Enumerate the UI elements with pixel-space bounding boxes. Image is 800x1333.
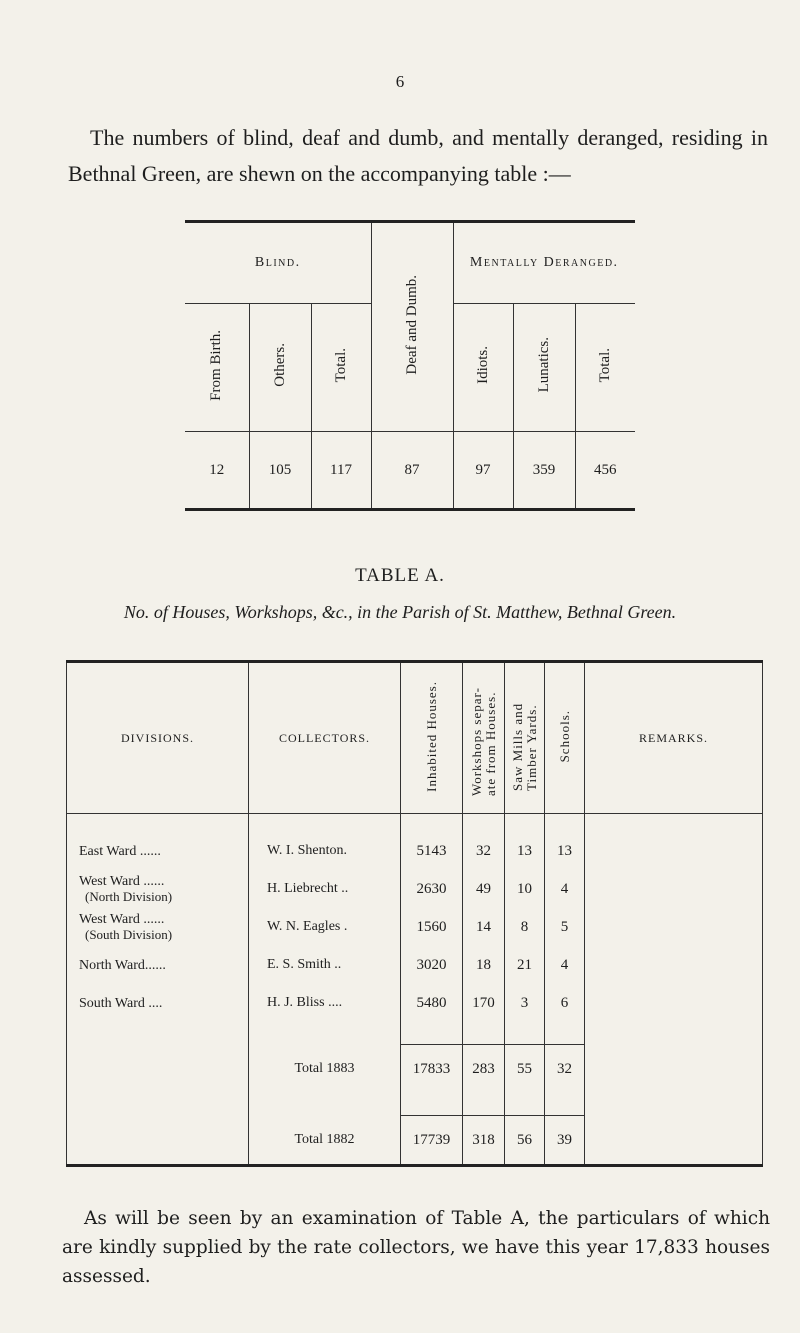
header-workshops-label: Workshops separ- ate from Houses. bbox=[468, 687, 498, 796]
value-others: 105 bbox=[249, 432, 311, 510]
header-sawmills-label: Saw Mills and Timber Yards. bbox=[509, 702, 539, 791]
sawmills-cell: 8 bbox=[505, 908, 545, 946]
sawmills-cell: 10 bbox=[505, 870, 545, 908]
inhabited-cell: 1560 bbox=[401, 908, 463, 946]
intro-text: The numbers of blind, deaf and dumb, and mentally deranged, residing in Bethnal Green, are shewn on the accompanying table :— bbox=[68, 125, 768, 186]
header-inhabited-label: Inhabited Houses. bbox=[423, 680, 439, 792]
closing-text: As will be seen by an examination of Table A, the particulars of which are kindly supplied by the rate collectors, we have this year 17,833 houses assessed. bbox=[62, 1208, 770, 1287]
remarks-cell bbox=[585, 870, 763, 908]
total-1882-sawmills: 56 bbox=[505, 1116, 545, 1166]
header-sawmills bbox=[505, 662, 545, 814]
header-mental-total-label: Total. bbox=[596, 347, 613, 383]
division-name: West Ward ...... bbox=[79, 874, 165, 889]
workshops-cell: 18 bbox=[463, 946, 505, 984]
inhabited-cell: 5480 bbox=[401, 984, 463, 1022]
total-1882-workshops: 318 bbox=[463, 1116, 505, 1166]
table-row bbox=[67, 870, 763, 908]
header-idiots-label: Idiots. bbox=[474, 346, 491, 384]
value-idiots: 97 bbox=[453, 432, 513, 510]
collector-cell: E. S. Smith .. bbox=[249, 946, 401, 984]
collector-cell: W. I. Shenton. bbox=[249, 814, 401, 871]
sawmills-cell: 21 bbox=[505, 946, 545, 984]
remarks-cell bbox=[585, 908, 763, 946]
header-lunatics bbox=[513, 304, 575, 432]
table-row bbox=[67, 814, 763, 871]
table-a-subtitle: No. of Houses, Workshops, &c., in the Parish of St. Matthew, Bethnal Green. bbox=[123, 602, 677, 622]
header-schools-label: Schools. bbox=[556, 709, 572, 763]
division-cell bbox=[67, 984, 249, 1022]
workshops-cell: 170 bbox=[463, 984, 505, 1022]
header-remarks: REMARKS. bbox=[585, 662, 763, 814]
total-1882-row bbox=[67, 1116, 763, 1166]
value-mental-total: 456 bbox=[575, 432, 635, 510]
header-mentally-deranged: Mentally Deranged. bbox=[453, 222, 635, 304]
division-name: West Ward ...... bbox=[79, 912, 165, 927]
collector-cell: W. N. Eagles . bbox=[249, 908, 401, 946]
total-1883-schools: 32 bbox=[545, 1045, 585, 1094]
table-row bbox=[67, 946, 763, 984]
header-collectors: COLLECTORS. bbox=[249, 662, 401, 814]
sawmills-cell: 3 bbox=[505, 984, 545, 1022]
inhabited-cell: 5143 bbox=[401, 814, 463, 871]
division-name: North Ward...... bbox=[79, 957, 166, 973]
workshops-cell: 32 bbox=[463, 814, 505, 871]
schools-cell: 6 bbox=[545, 984, 585, 1022]
collector-cell: H. Liebrecht .. bbox=[249, 870, 401, 908]
header-mental-total bbox=[575, 304, 635, 432]
spacer-row bbox=[67, 1022, 763, 1045]
schools-cell: 13 bbox=[545, 814, 585, 871]
schools-cell: 4 bbox=[545, 870, 585, 908]
total-1882-label: Total 1882 bbox=[249, 1116, 401, 1166]
value-blind-total: 117 bbox=[311, 432, 371, 510]
header-lunatics-label: Lunatics. bbox=[535, 337, 552, 393]
header-workshops bbox=[463, 662, 505, 814]
table-row bbox=[67, 908, 763, 946]
header-schools bbox=[545, 662, 585, 814]
division-name: East Ward ...... bbox=[79, 843, 161, 859]
workshops-cell: 14 bbox=[463, 908, 505, 946]
table-row bbox=[67, 984, 763, 1022]
table-a-title: TABLE A. bbox=[355, 565, 445, 586]
closing-paragraph bbox=[62, 1204, 770, 1291]
header-inhabited bbox=[401, 662, 463, 814]
total-1883-inhabited: 17833 bbox=[401, 1045, 463, 1094]
spacer-row bbox=[67, 1093, 763, 1116]
header-from-birth bbox=[185, 304, 249, 432]
total-1882-inhabited: 17739 bbox=[401, 1116, 463, 1166]
value-from-birth: 12 bbox=[185, 432, 249, 510]
header-divisions: DIVISIONS. bbox=[67, 662, 249, 814]
header-others bbox=[249, 304, 311, 432]
total-1883-sawmills: 55 bbox=[505, 1045, 545, 1094]
header-deaf-dumb-label: Deaf and Dumb. bbox=[403, 274, 420, 375]
header-blind-total bbox=[311, 304, 371, 432]
header-blind: Blind. bbox=[185, 222, 371, 304]
inhabited-cell: 2630 bbox=[401, 870, 463, 908]
page-number: 6 bbox=[395, 72, 405, 91]
infirmities-table bbox=[185, 220, 635, 511]
table-a bbox=[66, 660, 763, 1167]
division-cell bbox=[67, 908, 249, 946]
value-deaf-dumb: 87 bbox=[371, 432, 453, 510]
division-subdivision: (South Division) bbox=[85, 927, 173, 942]
remarks-cell bbox=[585, 814, 763, 871]
remarks-cell bbox=[585, 946, 763, 984]
schools-cell: 4 bbox=[545, 946, 585, 984]
division-cell bbox=[67, 870, 249, 908]
total-1883-workshops: 283 bbox=[463, 1045, 505, 1094]
value-lunatics: 359 bbox=[513, 432, 575, 510]
header-blind-total-label: Total. bbox=[332, 347, 349, 383]
division-subdivision: (North Division) bbox=[85, 889, 173, 904]
inhabited-cell: 3020 bbox=[401, 946, 463, 984]
header-deaf-dumb bbox=[371, 222, 453, 432]
header-idiots bbox=[453, 304, 513, 432]
header-from-birth-label: From Birth. bbox=[208, 329, 225, 401]
division-cell bbox=[67, 814, 249, 871]
header-others-label: Others. bbox=[271, 343, 288, 387]
collector-cell: H. J. Bliss .... bbox=[249, 984, 401, 1022]
remarks-cell bbox=[585, 984, 763, 1022]
workshops-cell: 49 bbox=[463, 870, 505, 908]
schools-cell: 5 bbox=[545, 908, 585, 946]
division-name: South Ward .... bbox=[79, 995, 163, 1011]
total-1882-schools: 39 bbox=[545, 1116, 585, 1166]
division-cell bbox=[67, 946, 249, 984]
intro-paragraph bbox=[68, 120, 768, 192]
total-1883-label: Total 1883 bbox=[249, 1045, 401, 1094]
sawmills-cell: 13 bbox=[505, 814, 545, 871]
total-1883-row bbox=[67, 1045, 763, 1094]
